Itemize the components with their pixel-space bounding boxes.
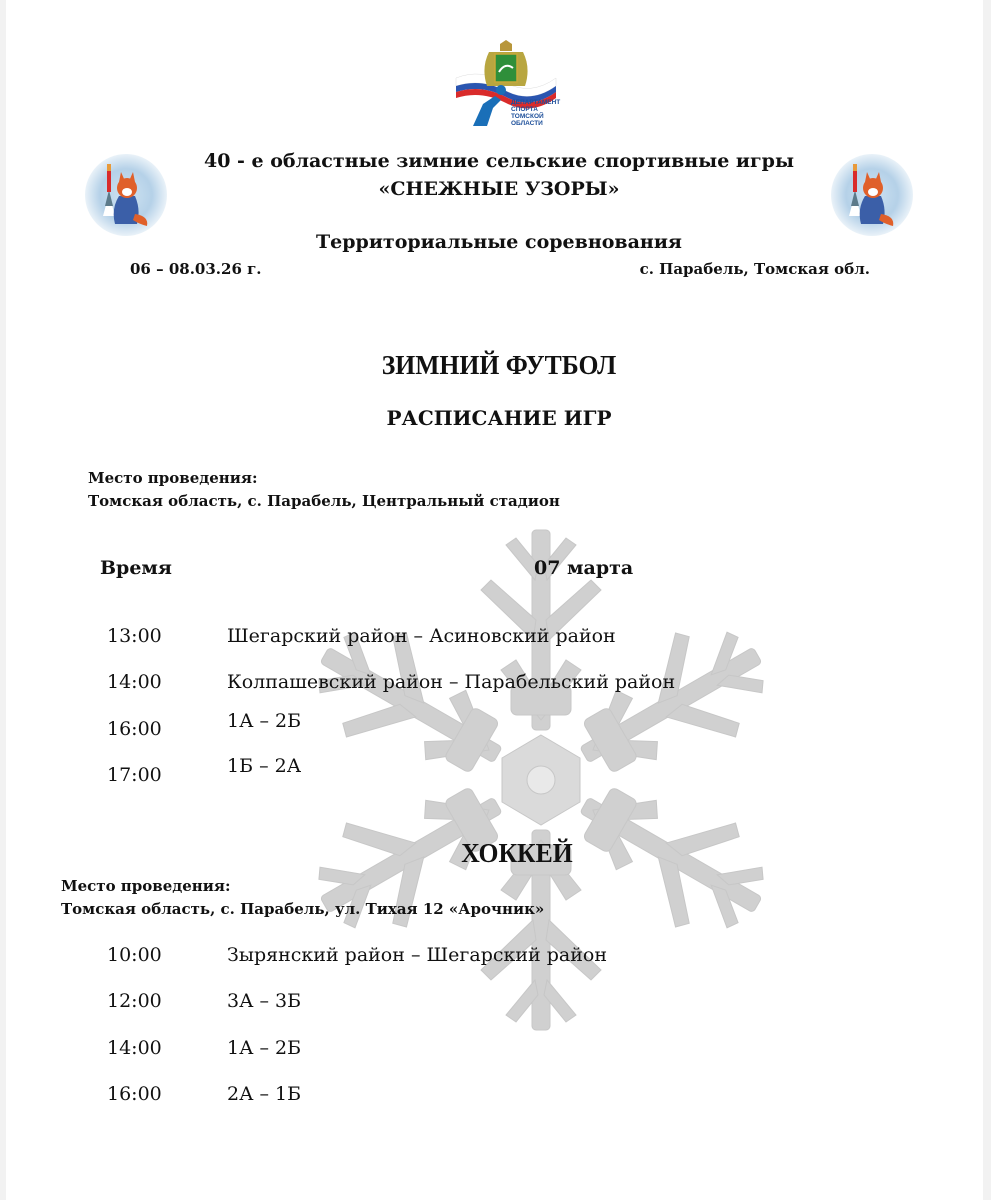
hockey-venue: Томская область, с. Парабель, ул. Тихая 12 «Арочник» (61, 900, 545, 918)
game-time: 10:00 (107, 944, 162, 966)
football-venue: Томская область, с. Парабель, Центральный стадион (88, 492, 560, 510)
game-match: 1А – 2Б (227, 710, 302, 732)
fox-mascot-right-image (831, 154, 913, 236)
document-page (6, 0, 983, 1200)
game-time: 13:00 (107, 625, 162, 647)
game-match: Колпашевский район – Парабельский район (227, 671, 676, 693)
event-dates: 06 – 08.03.26 г. (130, 260, 262, 278)
hockey-title: ХОККЕЙ (461, 838, 573, 868)
svg-text:ОБЛАСТИ: ОБЛАСТИ (511, 120, 543, 127)
game-time: 17:00 (107, 764, 162, 786)
svg-text:ТОМСКОЙ: ТОМСКОЙ (511, 113, 544, 120)
football-title: ЗИМНИЙ ФУТБОЛ (381, 350, 617, 380)
event-name: «СНЕЖНЫЕ УЗОРЫ» (378, 178, 620, 200)
game-match: 3А – 3Б (227, 990, 302, 1012)
time-column-header: Время (100, 557, 172, 579)
event-title: 40 - е областные зимние сельские спортивные игры (204, 150, 794, 172)
game-time: 14:00 (107, 1037, 162, 1059)
game-time: 16:00 (107, 1083, 162, 1105)
game-match: Шегарский район – Асиновский район (227, 625, 616, 647)
fox-mascot-left-image (85, 154, 167, 236)
competition-subtitle: Территориальные соревнования (316, 231, 682, 253)
hockey-venue-label: Место проведения: (61, 877, 231, 895)
svg-text:ДЕПАРТАМЕНТ: ДЕПАРТАМЕНТ (511, 99, 561, 106)
game-match: Зырянский район – Шегарский район (227, 944, 607, 966)
football-venue-label: Место проведения: (88, 469, 258, 487)
game-time: 12:00 (107, 990, 162, 1012)
game-time: 14:00 (107, 671, 162, 693)
svg-text:СПОРТА: СПОРТА (511, 106, 538, 113)
sports-department-logo (451, 38, 561, 130)
event-location: с. Парабель, Томская обл. (639, 260, 870, 278)
game-match: 2А – 1Б (227, 1083, 302, 1105)
schedule-title: РАСПИСАНИЕ ИГР (386, 406, 612, 430)
game-match: 1Б – 2А (227, 755, 302, 777)
game-match: 1А – 2Б (227, 1037, 302, 1059)
game-time: 16:00 (107, 718, 162, 740)
date-column-header: 07 марта (534, 557, 634, 579)
